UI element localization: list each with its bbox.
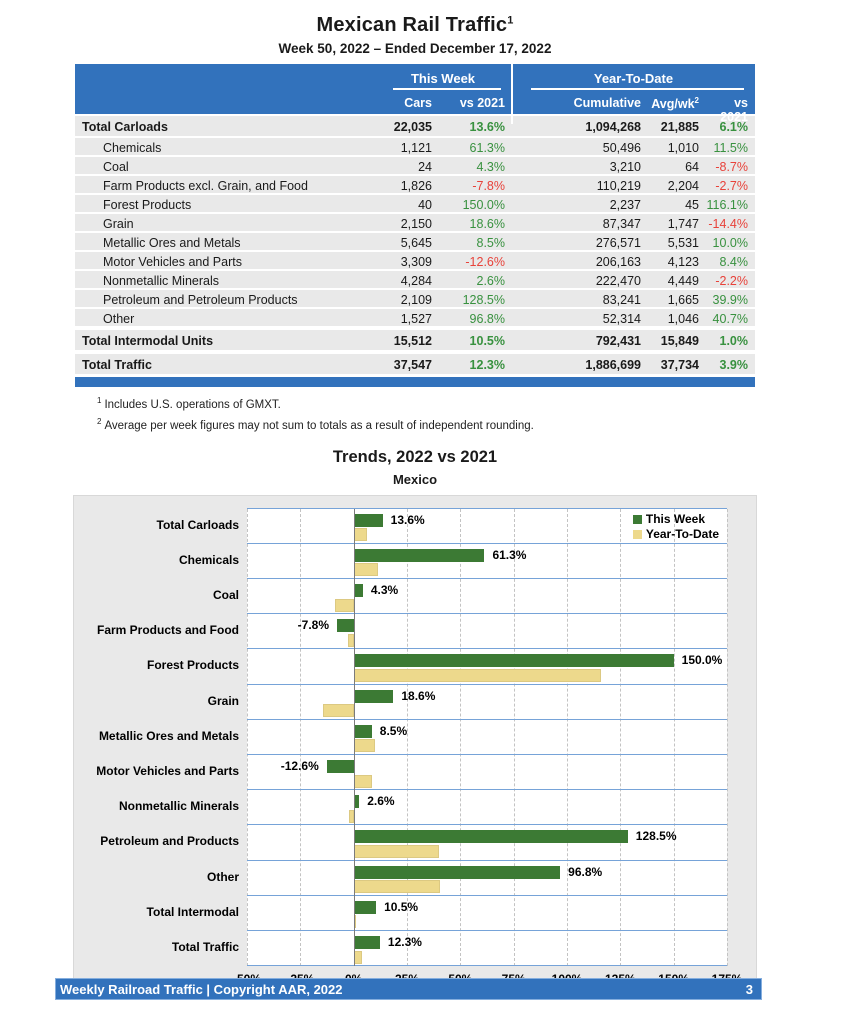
- bar-value-label: 13.6%: [390, 512, 425, 527]
- cell-cars: 24: [418, 159, 432, 174]
- cell-cumulative: 206,163: [595, 254, 641, 269]
- bar-value-label: 150.0%: [681, 653, 723, 668]
- bar-this-week: [354, 584, 363, 597]
- footer-page-number: 3: [745, 981, 753, 997]
- table-row: [75, 354, 755, 376]
- group-header-this-week-label: This Week: [410, 71, 476, 86]
- table-row: [75, 271, 755, 290]
- cell-cumulative: 792,431: [595, 334, 641, 348]
- table-row: [75, 195, 755, 214]
- chart-category-label: Total Intermodal: [146, 904, 239, 919]
- chart-legend: [633, 512, 719, 542]
- bar-this-week: [354, 549, 485, 562]
- cell-avg-wk: 1,747: [667, 216, 699, 231]
- chart-body: [74, 508, 756, 966]
- footnote-2-marker: 2: [97, 416, 102, 426]
- cell-cars: 2,109: [400, 292, 432, 307]
- bar-this-week: [327, 760, 354, 773]
- col-header-vs-2021: vs 2021: [459, 96, 505, 110]
- bar-year-to-date: [323, 704, 354, 717]
- row-label: Petroleum and Petroleum Products: [103, 292, 298, 307]
- cell-vs-2021-ytd: 1.0%: [719, 334, 748, 348]
- cell-vs-2021: 13.6%: [469, 120, 505, 134]
- legend-label-this-week: This Week: [645, 512, 705, 527]
- bar-value-label: 96.8%: [568, 864, 603, 879]
- cell-cars: 1,121: [400, 140, 432, 155]
- cell-vs-2021: 10.5%: [469, 334, 505, 348]
- bar-this-week: [354, 866, 561, 879]
- footnote-1-text: Includes U.S. operations of GMXT.: [104, 398, 281, 411]
- cell-cars: 4,284: [400, 273, 432, 288]
- table-row: [75, 309, 755, 328]
- footnote-2: [97, 417, 755, 432]
- footnotes: [97, 396, 755, 432]
- chart-category-label: Other: [206, 869, 239, 884]
- chart-band: [247, 825, 727, 860]
- legend-item-this-week: [633, 512, 719, 527]
- table-header: [75, 64, 755, 124]
- row-label: Other: [103, 311, 135, 326]
- cell-vs-2021: 96.8%: [469, 311, 505, 326]
- cell-cumulative: 276,571: [595, 235, 641, 250]
- footnote-1: [97, 396, 755, 411]
- cell-avg-wk: 21,885: [660, 120, 699, 134]
- footnote-1-marker: 1: [97, 396, 102, 405]
- row-label: Motor Vehicles and Parts: [103, 254, 242, 269]
- chart-category-label: Metallic Ores and Metals: [98, 728, 239, 743]
- cell-avg-wk: 4,123: [667, 254, 699, 269]
- bar-value-label: 4.3%: [370, 583, 399, 598]
- cell-vs-2021-ytd: 39.9%: [712, 292, 748, 307]
- cell-cars: 1,527: [400, 311, 432, 326]
- cell-cumulative: 1,094,268: [585, 120, 641, 134]
- cell-cumulative: 2,237: [609, 197, 641, 212]
- cell-cars: 2,150: [400, 216, 432, 231]
- chart-category-label: Coal: [212, 588, 239, 603]
- page-footer: [55, 978, 762, 1000]
- row-label: Forest Products: [103, 197, 192, 212]
- rail-traffic-table: [75, 64, 755, 387]
- table-row: [75, 252, 755, 271]
- table-row: [75, 330, 755, 352]
- row-label: Grain: [103, 216, 134, 231]
- cell-vs-2021: 4.3%: [476, 159, 505, 174]
- cell-vs-2021-ytd: 6.1%: [719, 120, 748, 134]
- chart-band: [247, 685, 727, 720]
- cell-avg-wk: 45: [685, 197, 699, 212]
- cell-cars: 22,035: [393, 120, 432, 134]
- chart-band: [247, 649, 727, 684]
- bar-value-label: 18.6%: [401, 688, 436, 703]
- cell-cars: 1,826: [400, 178, 432, 193]
- table-rows: [75, 116, 755, 376]
- row-label: Farm Products excl. Grain, and Food: [103, 178, 308, 193]
- col-header-cumulative: Cumulative: [511, 91, 647, 124]
- legend-item-year-to-date: [633, 527, 719, 542]
- chart-band: [247, 896, 727, 931]
- cell-cumulative: 110,219: [596, 178, 641, 193]
- table-row: [75, 138, 755, 157]
- col-header-vs-2021-ytd: vs 2021: [720, 96, 748, 124]
- bar-value-label: 8.5%: [379, 723, 408, 738]
- col-header-avg-wk-label: Avg/wk: [651, 97, 695, 112]
- trends-bar-chart: [73, 495, 757, 987]
- group-header-ytd-label: Year-To-Date: [593, 71, 674, 86]
- cell-vs-2021: 61.3%: [469, 140, 505, 155]
- cell-vs-2021: 12.3%: [469, 358, 505, 372]
- cell-vs-2021-ytd: 11.5%: [713, 140, 748, 155]
- bar-this-week: [337, 619, 354, 632]
- cell-cumulative: 3,210: [609, 159, 641, 174]
- table-row: [75, 176, 755, 195]
- chart-band: [247, 861, 727, 896]
- cell-vs-2021-ytd: 116.1%: [706, 197, 748, 212]
- chart-category-label: Total Carloads: [156, 517, 239, 532]
- cell-vs-2021-ytd: -2.7%: [715, 178, 748, 193]
- cell-avg-wk: 64: [685, 159, 699, 174]
- table-row: [75, 157, 755, 176]
- footer-text: Weekly Railroad Traffic | Copyright AAR, 2022: [60, 981, 343, 997]
- cell-vs-2021-ytd: 8.4%: [719, 254, 748, 269]
- cell-cumulative: 1,886,699: [585, 358, 641, 372]
- chart-band: [247, 720, 727, 755]
- cell-avg-wk: 37,734: [660, 358, 699, 372]
- cell-cars: 37,547: [393, 358, 432, 372]
- bar-value-label: 12.3%: [387, 935, 422, 950]
- bar-year-to-date: [354, 528, 367, 541]
- bar-year-to-date: [354, 563, 379, 576]
- chart-category-label: Nonmetallic Minerals: [118, 799, 239, 814]
- chart-category-label: Grain: [207, 693, 239, 708]
- cell-vs-2021-ytd: 10.0%: [712, 235, 748, 250]
- bar-value-label: 61.3%: [492, 547, 527, 562]
- cell-cars: 5,645: [400, 235, 432, 250]
- chart-subtitle: Mexico: [392, 471, 438, 487]
- table-row: [75, 116, 755, 138]
- page-title-footnote-marker: 1: [507, 14, 514, 27]
- cell-vs-2021-ytd: -14.4%: [708, 216, 748, 231]
- bar-this-week: [354, 690, 394, 703]
- cell-cumulative: 50,496: [602, 140, 641, 155]
- chart-title: Trends, 2022 vs 2021: [332, 447, 498, 466]
- bar-year-to-date: [335, 599, 354, 612]
- chart-band: [247, 755, 727, 790]
- bar-year-to-date: [354, 951, 362, 964]
- chart-band: [247, 579, 727, 614]
- bar-year-to-date: [354, 739, 375, 752]
- cell-avg-wk: 1,046: [667, 311, 699, 326]
- row-label: Total Carloads: [82, 120, 168, 134]
- cell-vs-2021-ytd: 40.7%: [712, 311, 748, 326]
- bar-year-to-date: [354, 845, 439, 858]
- page-title: [75, 0, 755, 37]
- bar-value-label: 10.5%: [384, 899, 419, 914]
- cell-cumulative: 83,241: [602, 292, 641, 307]
- avg-wk-footnote-marker: 2: [694, 96, 699, 105]
- cell-cumulative: 222,470: [595, 273, 641, 288]
- content-column: [75, 0, 755, 987]
- cell-vs-2021: 128.5%: [462, 292, 505, 307]
- chart-band: [247, 614, 727, 649]
- cell-vs-2021-ytd: -2.2%: [715, 273, 748, 288]
- bar-this-week: [354, 830, 628, 843]
- cell-vs-2021: -12.6%: [465, 254, 505, 269]
- bar-year-to-date: [354, 775, 372, 788]
- bar-value-label: -12.6%: [280, 759, 319, 774]
- table-row: [75, 233, 755, 252]
- cell-avg-wk: 1,010: [667, 140, 699, 155]
- table-row: [75, 290, 755, 309]
- cell-cumulative: 52,314: [602, 311, 641, 326]
- cell-vs-2021: 2.6%: [476, 273, 505, 288]
- chart-category-label: Total Traffic: [171, 940, 239, 955]
- cell-vs-2021-ytd: 3.9%: [719, 358, 748, 372]
- table-group-header-row: [75, 64, 755, 91]
- bar-year-to-date: [354, 669, 602, 682]
- legend-swatch-this-week: [633, 515, 642, 524]
- cell-avg-wk: 4,449: [667, 273, 699, 288]
- group-header-blank: [75, 64, 375, 91]
- page-subtitle: Week 50, 2022 – Ended December 17, 2022: [278, 41, 552, 56]
- bar-year-to-date: [354, 880, 441, 893]
- bar-value-label: 2.6%: [367, 794, 395, 809]
- legend-swatch-year-to-date: [633, 530, 642, 539]
- bar-this-week: [354, 725, 372, 738]
- bar-this-week: [354, 514, 383, 527]
- group-header-ytd: [511, 64, 754, 91]
- table-column-header-row: [75, 91, 755, 124]
- row-label: Chemicals: [103, 140, 162, 155]
- cell-cars: 40: [418, 197, 432, 212]
- chart-plot: [247, 508, 727, 966]
- cell-vs-2021: 150.0%: [462, 197, 505, 212]
- legend-label-year-to-date: Year-To-Date: [645, 527, 719, 542]
- row-label: Total Intermodal Units: [82, 334, 214, 348]
- row-label: Metallic Ores and Metals: [103, 235, 241, 250]
- cell-cars: 3,309: [400, 254, 432, 269]
- cell-avg-wk: 5,531: [667, 235, 699, 250]
- cell-avg-wk: 15,849: [660, 334, 699, 348]
- bar-this-week: [354, 936, 380, 949]
- chart-category-label: Forest Products: [146, 658, 239, 673]
- cell-vs-2021: 8.5%: [476, 235, 505, 250]
- row-label: Coal: [103, 159, 129, 174]
- cell-vs-2021: -7.8%: [472, 178, 505, 193]
- chart-category-label: Motor Vehicles and Parts: [96, 764, 239, 779]
- zero-axis-line: [354, 509, 355, 966]
- row-label: Total Traffic: [82, 358, 152, 372]
- table-row: [75, 214, 755, 233]
- ytd-underline: [531, 88, 744, 90]
- cell-avg-wk: 1,665: [667, 292, 699, 307]
- chart-category-label: Petroleum and Products: [100, 834, 239, 849]
- table-bottom-bar: [75, 377, 755, 387]
- chart-category-label: Chemicals: [178, 552, 239, 567]
- row-label: Nonmetallic Minerals: [103, 273, 220, 288]
- chart-band: [247, 931, 727, 966]
- page-title-text: Mexican Rail Traffic: [316, 14, 508, 36]
- bar-this-week: [354, 901, 376, 914]
- cell-avg-wk: 2,204: [667, 178, 699, 193]
- vertical-gridline: [727, 509, 728, 966]
- col-header-cars: Cars: [404, 96, 432, 110]
- cell-vs-2021: 18.6%: [469, 216, 505, 231]
- bar-value-label: 128.5%: [635, 829, 677, 844]
- cell-cars: 15,512: [393, 334, 432, 348]
- cell-cumulative: 87,347: [602, 216, 641, 231]
- this-week-underline: [393, 88, 501, 90]
- chart-band: [247, 790, 727, 825]
- footnote-2-text: Average per week figures may not sum to totals as a result of independent rounding.: [104, 419, 534, 432]
- group-header-this-week: [375, 64, 511, 91]
- chart-band: [247, 544, 727, 579]
- bar-this-week: [354, 654, 674, 667]
- cell-vs-2021-ytd: -8.7%: [715, 159, 748, 174]
- chart-category-label: Farm Products and Food: [96, 623, 239, 638]
- bar-value-label: -7.8%: [297, 618, 330, 633]
